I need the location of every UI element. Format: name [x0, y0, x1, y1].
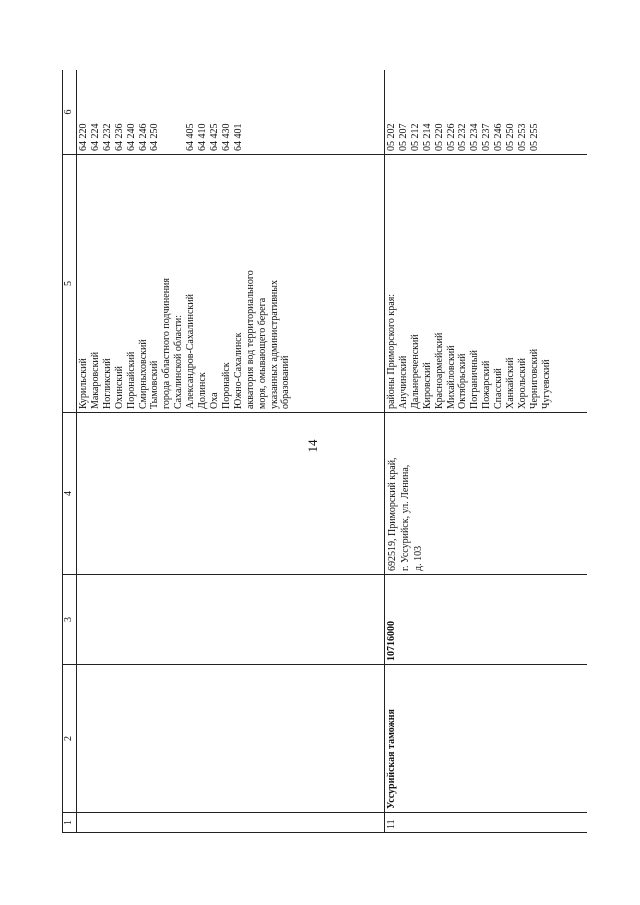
okato-code-list	[77, 70, 385, 155]
cell-line: Дальнереченский	[409, 334, 421, 409]
cell-line: 05 226	[445, 123, 457, 151]
cell-line: Смирныховский	[137, 339, 149, 409]
cell-line: Южно-Сахалинск	[232, 332, 244, 409]
cell-line: 05 255	[528, 123, 540, 151]
district-list	[385, 155, 588, 413]
cell-line: 64 410	[197, 123, 209, 151]
column-number-row	[63, 70, 77, 833]
rotated-table-container	[62, 70, 587, 833]
cell-line	[173, 73, 185, 151]
cell-line: 64 246	[137, 123, 149, 151]
cell-line: Курильский	[78, 358, 89, 409]
cell-line: Ногликский	[101, 358, 113, 409]
cell-line: районы Приморского края:	[386, 293, 397, 409]
cell-line: 64 240	[125, 123, 137, 151]
cell-line: города областного подчинения	[161, 278, 173, 409]
column-number: 6	[63, 70, 77, 155]
cell-line: акватория вод территориального	[244, 270, 256, 409]
cell-line: Кировский	[421, 362, 433, 409]
cell-line: Тымовский	[149, 360, 161, 409]
table-row	[385, 70, 588, 833]
cell-line: Анучинский	[397, 355, 409, 409]
cell-line: Черниговский	[528, 348, 540, 409]
cell-line: 05 212	[409, 123, 421, 151]
cell-line: Октябрьский	[457, 353, 469, 409]
cell-line: 05 237	[481, 123, 493, 151]
cell-line: г. Уссурийск, ул. Ленина,	[400, 464, 411, 571]
customs-address	[385, 413, 588, 575]
cell-line: Александров-Сахалинский	[185, 294, 197, 409]
cell-line: 64 236	[113, 123, 125, 151]
cell-line: Михайловский	[445, 345, 457, 409]
cell-line	[257, 73, 269, 151]
cell-line	[161, 73, 173, 151]
cell-line: 64 405	[185, 123, 197, 151]
cell-line: 05 246	[493, 123, 505, 151]
cell-line: Спасский	[493, 368, 505, 409]
cell-line: 05 220	[433, 123, 445, 151]
cell-line: 64 224	[89, 123, 101, 151]
page-number: 14	[305, 439, 320, 453]
cell-line: 05 232	[457, 123, 469, 151]
cell-line: 05 202	[386, 123, 397, 151]
cell-line	[541, 73, 553, 151]
table-row	[77, 70, 385, 833]
cell-line: Поронайск	[220, 362, 232, 409]
cell-line: Макаровский	[89, 351, 101, 409]
cell-line	[280, 73, 292, 151]
customs-address	[77, 413, 385, 575]
cell-line: Хорольский	[516, 357, 528, 409]
cell-line: 05 253	[516, 123, 528, 151]
cell-line: 64 220	[78, 123, 89, 151]
column-number: 4	[63, 413, 77, 575]
row-index: 11	[385, 813, 588, 833]
customs-registry-table	[62, 70, 587, 833]
column-number: 5	[63, 155, 77, 413]
cell-line: 05 250	[505, 123, 517, 151]
cell-line: 692519, Приморский край,	[387, 457, 398, 571]
cell-line	[245, 73, 257, 151]
cell-line: д. 103	[413, 545, 424, 571]
column-number: 2	[63, 665, 77, 813]
customs-code: 10716000	[385, 575, 588, 665]
customs-name: Уссурийская таможня	[385, 665, 588, 813]
cell-line: 64 232	[101, 123, 113, 151]
cell-line: 64 250	[149, 123, 161, 151]
customs-code	[77, 575, 385, 665]
customs-name	[77, 665, 385, 813]
cell-line: 64 430	[220, 123, 232, 151]
cell-line: 05 234	[469, 123, 481, 151]
cell-line: 05 207	[397, 123, 409, 151]
cell-line: моря, омывающего берега	[256, 297, 268, 409]
cell-line: Красноармейский	[433, 332, 445, 409]
cell-line: 05 214	[421, 123, 433, 151]
cell-line: Сахалинской области:	[173, 314, 185, 409]
cell-line: Чугуевский	[540, 359, 552, 409]
row-index	[77, 813, 385, 833]
column-number: 1	[63, 813, 77, 833]
cell-line: Охинский	[113, 366, 125, 409]
cell-line: 64 425	[208, 123, 220, 151]
cell-line: Пограничный	[469, 350, 481, 409]
cell-line: Ханкайский	[505, 357, 517, 409]
cell-line: Пожарский	[481, 360, 493, 409]
cell-line: Поронайский	[125, 351, 137, 409]
cell-line: Оха	[208, 392, 220, 409]
cell-line: Долинск	[197, 372, 209, 409]
cell-line: образований	[280, 355, 292, 409]
cell-line	[269, 73, 281, 151]
table-viewport	[62, 70, 587, 833]
okato-code-list	[385, 70, 588, 155]
district-list	[77, 155, 385, 413]
column-number: 3	[63, 575, 77, 665]
cell-line: указанных административных	[268, 280, 280, 409]
cell-line: 64 401	[232, 123, 244, 151]
